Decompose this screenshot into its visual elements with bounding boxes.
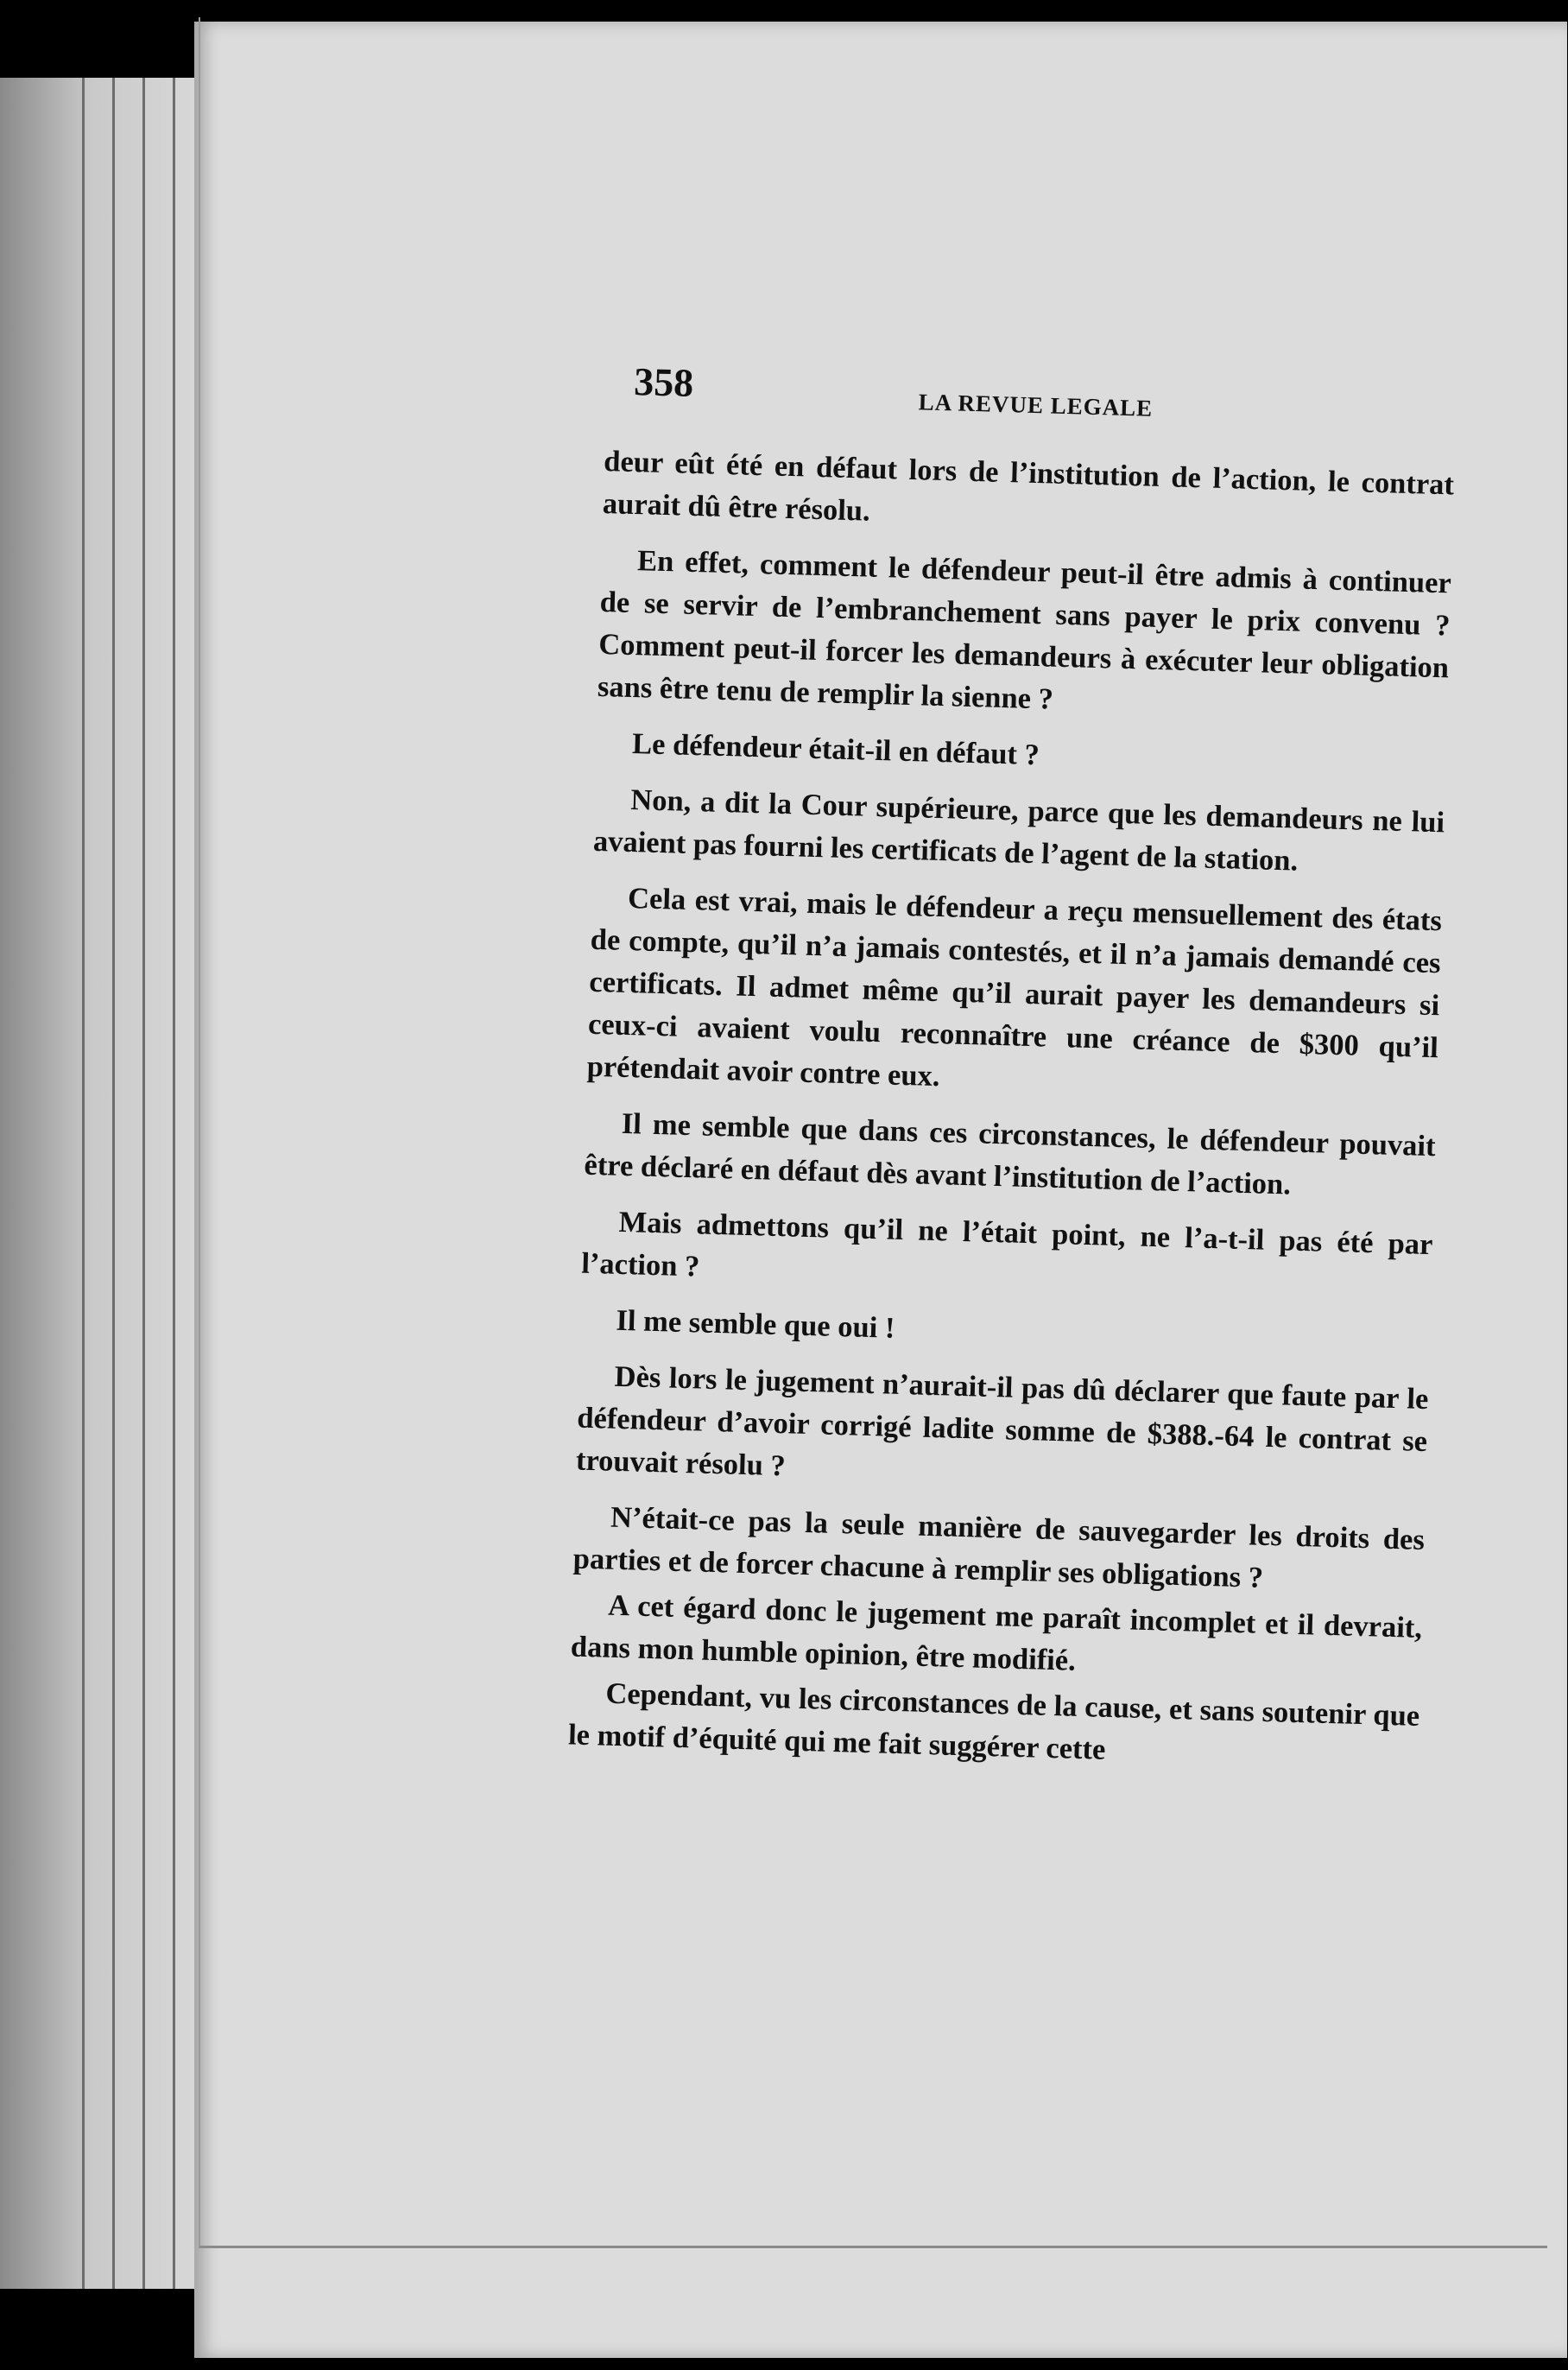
journal-title: LA REVUE LEGALE [918,389,1154,421]
paragraph: Cela est vrai, mais le défendeur a reçu mensuellement des états de compte, qu’il n’a jamais contestés, et il n’a jamais demandé ces certificats. Il admet même qu’il aurait payer les demandeurs si ceux-ci avaient voulu reconnaître une créance de $300 qu’il prétendait avoir contre eux. [586,881,1443,1093]
page-edge-line [142,78,145,2289]
paragraph: N’était-ce pas la seule manière de sauvegarder les droits des parties et de forcer chacune à remplir ses obligations ? [572,1500,1426,1594]
page-edge-line [82,78,85,2289]
paragraph: Il me semble que oui ! [616,1303,895,1345]
paragraph: deur eût été en défaut lors de l’institution de l’action, le contrat aurait dû être résolu. [602,444,1455,528]
paragraph: Cependant, vu les circonstances de la cause, et sans soutenir que le motif d’équité qui me fait suggérer cette [567,1676,1420,1766]
page-number: 358 [633,358,694,405]
page-edge-line [173,78,175,2289]
body-text [567,440,1454,1784]
paragraph: Non, a dit la Cour supérieure, parce que les demandeurs ne lui avaient pas fourni les certificats de l’agent de la station. [592,783,1445,878]
page-edge-line [112,78,115,2289]
paragraph: Le défendeur était-il en défaut ? [631,727,1040,772]
paragraph: En effet, comment le défendeur peut-il être admis à continuer de se servir de l’embranchement sans payer le prix convenu ? Comment peut-il forcer les demandeurs à exécuter leur obligation sans être tenu de remplir la sienne ? [597,544,1452,716]
paragraph: Dès lors le jugement n’aurait-il pas dû déclarer que faute par le défendeur d’avoir corrigé ladite somme de $388.-64 le contrat se trouvait résolu ? [575,1359,1429,1483]
paragraph: Mais admettons qu’il ne l’était point, ne l’a-t-il pas été par l’action ? [580,1205,1433,1283]
paragraph: Il me semble que dans ces circonstances, le défendeur pouvait être déclaré en défaut dès avant l’institution de l’action. [584,1106,1437,1201]
paragraph: A cet égard donc le jugement me paraît incomplet et il devrait, dans mon humble opinion, être modifié. [570,1588,1423,1677]
